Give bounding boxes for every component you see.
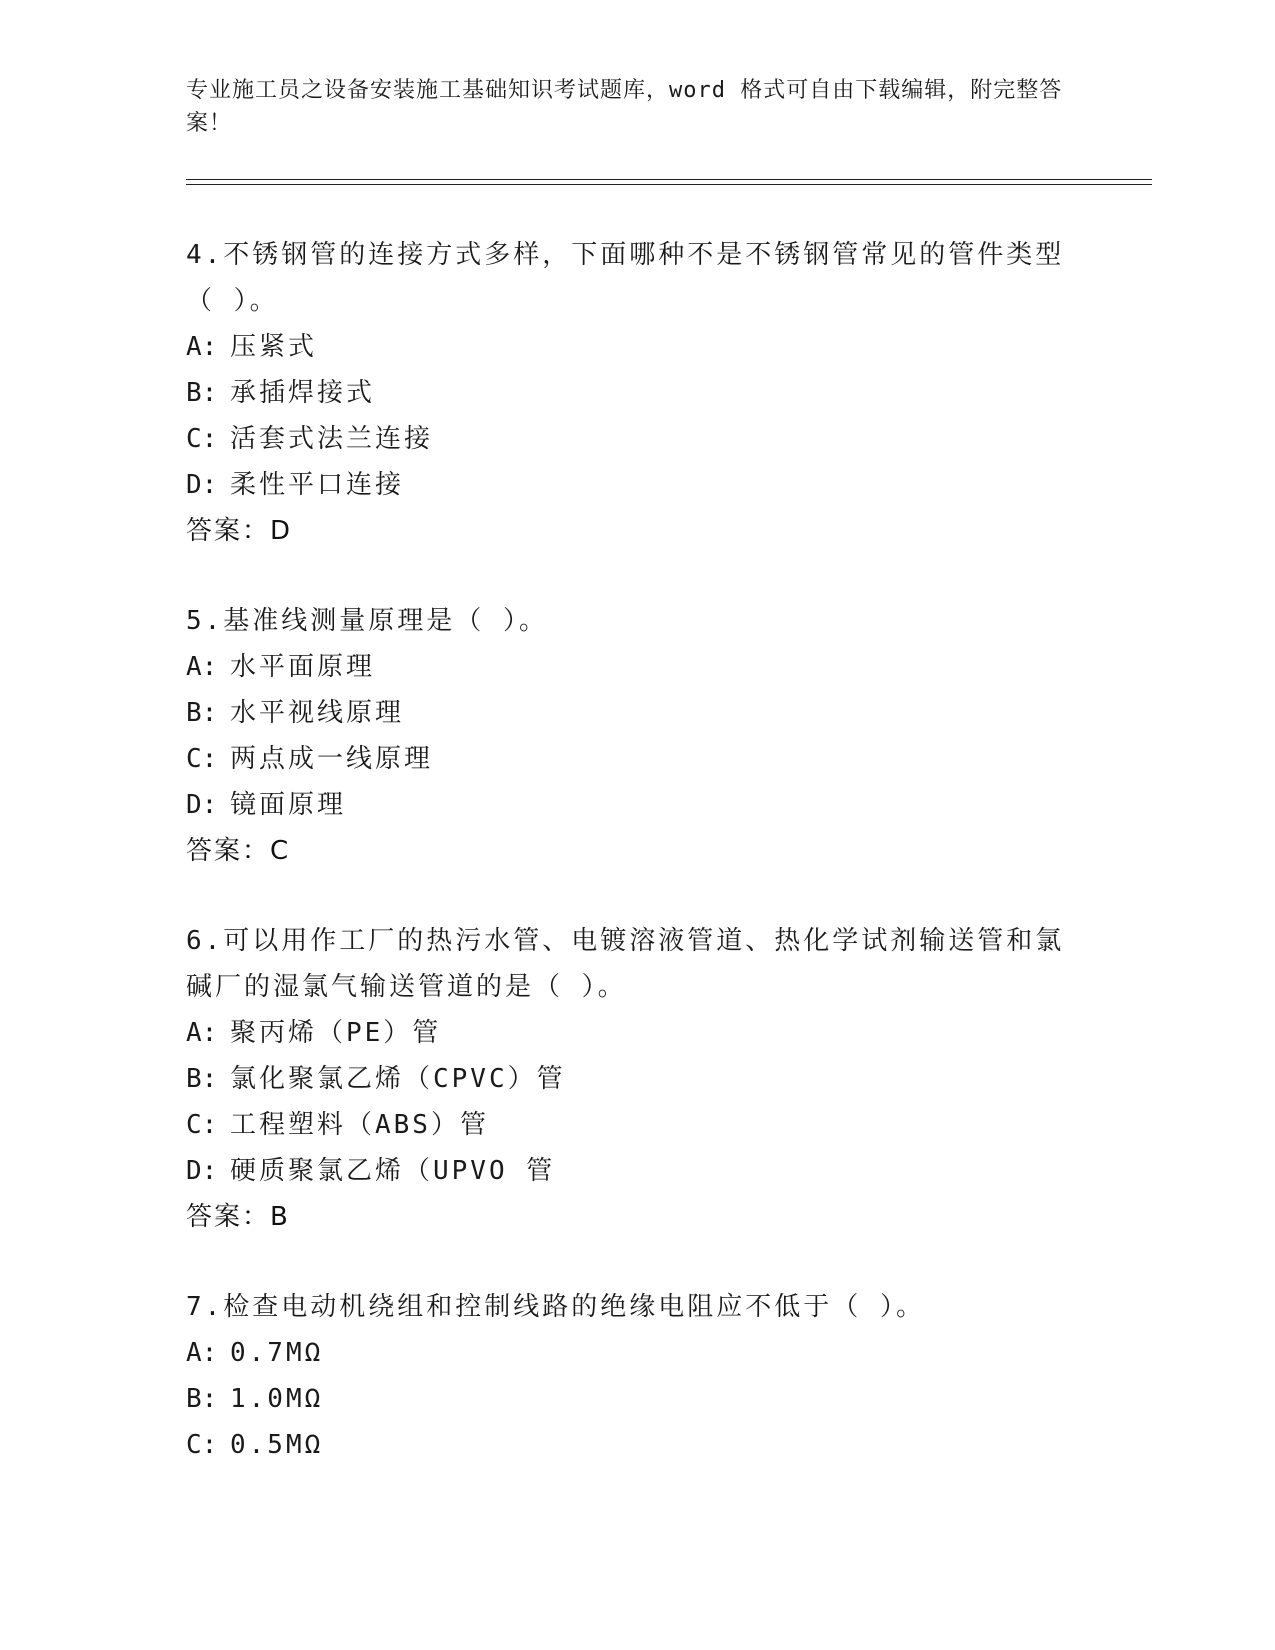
option-text: 水平面原理: [230, 652, 376, 682]
document-header: 专业施工员之设备安装施工基础知识考试题库，word 格式可自由下载编辑，附完整答案！: [186, 78, 1063, 136]
answer-line: 答案：D: [186, 516, 293, 546]
option-text: 承插焊接式: [230, 378, 376, 408]
option-text: 1.0MΩ: [230, 1384, 324, 1414]
option-d: [186, 782, 1066, 828]
option-key: C:: [186, 424, 218, 454]
option-key: D:: [186, 790, 218, 820]
question-stem: 4.不锈钢管的连接方式多样，下面哪种不是不锈钢管常见的管件类型（ ）。: [186, 240, 1065, 316]
option-key: C:: [186, 1110, 218, 1140]
answer-line: 答案：C: [186, 836, 291, 866]
question-6: [186, 918, 1066, 1240]
option-key: C:: [186, 744, 218, 774]
option-key: D:: [186, 1156, 218, 1186]
question-stem: 5.基准线测量原理是（ ）。: [186, 606, 548, 636]
option-key: B:: [186, 1064, 218, 1094]
header-divider-top: [186, 179, 1152, 180]
question-stem: 7.检查电动机绕组和控制线路的绝缘电阻应不低于（ ）。: [186, 1292, 925, 1322]
question-4: [186, 232, 1066, 554]
option-a: [186, 324, 1066, 370]
option-text: 镜面原理: [230, 790, 347, 820]
option-text: 水平视线原理: [230, 698, 405, 728]
option-text: 活套式法兰连接: [230, 424, 434, 454]
header-divider-bottom: [186, 184, 1152, 185]
option-key: A:: [186, 332, 218, 362]
option-b: [186, 1056, 1066, 1102]
option-c: [186, 416, 1066, 462]
option-b: [186, 1376, 1066, 1422]
option-key: B:: [186, 698, 218, 728]
option-text: 工程塑料（ABS）管: [230, 1110, 489, 1140]
answer-line: 答案：B: [186, 1202, 290, 1232]
question-7: [186, 1284, 1066, 1468]
option-key: D:: [186, 470, 218, 500]
option-a: [186, 1010, 1066, 1056]
option-c: [186, 736, 1066, 782]
question-stem: 6.可以用作工厂的热污水管、电镀溶液管道、热化学试剂输送管和氯碱厂的湿氯气输送管道的是（ ）。: [186, 926, 1065, 1002]
option-key: A:: [186, 652, 218, 682]
option-key: A:: [186, 1338, 218, 1368]
option-key: C:: [186, 1430, 218, 1460]
option-b: [186, 690, 1066, 736]
option-d: [186, 462, 1066, 508]
option-text: 0.7MΩ: [230, 1338, 324, 1368]
option-text: 0.5MΩ: [230, 1430, 324, 1460]
option-text: 聚丙烯（PE）管: [230, 1018, 442, 1048]
question-5: [186, 598, 1066, 874]
option-text: 硬质聚氯乙烯（UPVO 管: [230, 1156, 556, 1186]
option-text: 两点成一线原理: [230, 744, 434, 774]
option-key: B:: [186, 378, 218, 408]
option-c: [186, 1422, 1066, 1468]
option-key: A:: [186, 1018, 218, 1048]
option-key: B:: [186, 1384, 218, 1414]
option-text: 氯化聚氯乙烯（CPVC）管: [230, 1064, 566, 1094]
option-a: [186, 1330, 1066, 1376]
option-text: 柔性平口连接: [230, 470, 405, 500]
option-b: [186, 370, 1066, 416]
option-a: [186, 644, 1066, 690]
option-c: [186, 1102, 1066, 1148]
option-d: [186, 1148, 1066, 1194]
option-text: 压紧式: [230, 332, 318, 362]
